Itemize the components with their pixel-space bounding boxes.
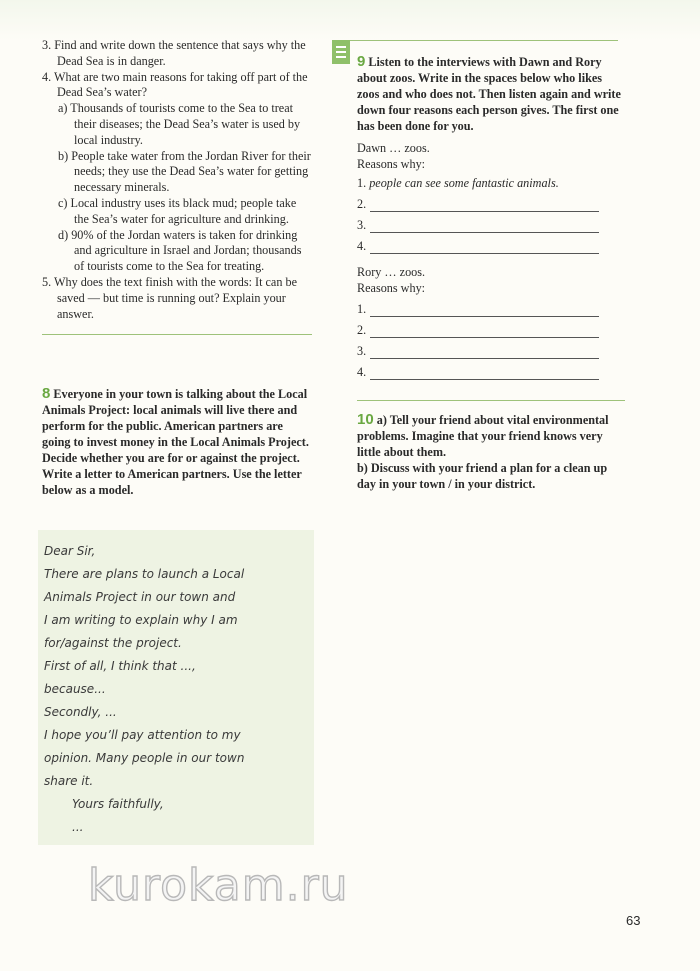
- answer-line[interactable]: 3.: [357, 338, 625, 359]
- letter-line: opinion. Many people in our town: [44, 751, 245, 765]
- exercise-10: [357, 412, 627, 492]
- letter-line: I am writing to explain why I am: [44, 613, 238, 627]
- dawn-line: Dawn … zoos.: [357, 141, 430, 155]
- letter-line: I hope you’ll pay attention to my: [44, 728, 241, 742]
- exercise-9-number: 9: [357, 53, 366, 70]
- letter-line: Secondly, ...: [44, 705, 117, 719]
- top-band: [0, 0, 700, 40]
- reasons-label: Reasons why:: [357, 281, 426, 295]
- option-d: d) 90% of the Jordan waters is taken for drinking and agriculture in Israel and Jordan; thousands of tourists come to the Sea for treating.: [58, 227, 302, 274]
- letter-line: Dear Sir,: [44, 544, 96, 558]
- exercise-10-part-b: b) Discuss with your friend a plan for a clean up day in your town / in your district.: [357, 461, 608, 491]
- watermark: kurokam.ru: [88, 860, 349, 911]
- answer-line[interactable]: 1.: [357, 296, 625, 317]
- answer-line[interactable]: 2.: [357, 317, 625, 338]
- model-letter: [44, 540, 314, 839]
- letter-line: First of all, I think that ...,: [44, 659, 196, 673]
- option-c: c) Local industry uses its black mud; people take the Sea’s water for agriculture and drinking.: [58, 195, 297, 226]
- reasons-label: Reasons why:: [357, 157, 426, 171]
- page-number: 63: [626, 913, 641, 928]
- letter-line: Animals Project in our town and: [44, 590, 236, 604]
- exercise-9: [357, 54, 625, 401]
- answer-number: 1.: [357, 176, 367, 190]
- example-answer: [357, 175, 625, 191]
- rory-line: Rory … zoos.: [357, 265, 426, 279]
- divider: [357, 400, 625, 401]
- right-column: [332, 40, 624, 491]
- option-b: b) People take water from the Jordan River for their needs; they use the Dead Sea’s water for getting necessary minerals.: [58, 148, 311, 195]
- option-a: a) Thousands of tourists come to the Sea to treat their diseases; the Dead Sea’s water is used by local industry.: [58, 101, 301, 147]
- questions-column: [42, 38, 314, 335]
- question-5: 5. Why does the text finish with the words: It can be saved — but time is running out? Explain your answer.: [42, 274, 297, 321]
- answer-line[interactable]: 2.: [357, 191, 625, 212]
- exercise-9-text: Listen to the interviews with Dawn and Rory about zoos. Write in the spaces below who likes zoos and who does not. Then listen again and write down four reasons each person gives. The first one has been done for you.: [357, 55, 621, 133]
- exercise-10-number: 10: [357, 411, 374, 428]
- divider: [350, 40, 618, 41]
- listening-icon: [332, 40, 350, 64]
- letter-line: ...: [72, 820, 84, 834]
- question-4: 4. What are two main reasons for taking off part of the Dead Sea’s water?: [42, 69, 308, 100]
- divider: [42, 334, 312, 335]
- letter-line: share it.: [44, 774, 94, 788]
- answer-line[interactable]: 3.: [357, 212, 625, 233]
- exercise-8-number: 8: [42, 385, 51, 402]
- question-3: 3. Find and write down the sentence that says why the Dead Sea is in danger.: [42, 38, 306, 68]
- letter-line: There are plans to launch a Local: [44, 567, 245, 581]
- example-answer-text: people can see some fantastic animals.: [369, 176, 559, 190]
- letter-line: because...: [44, 682, 106, 696]
- exercise-8: [42, 386, 312, 498]
- answer-line[interactable]: 4.: [357, 233, 625, 254]
- letter-line: for/against the project.: [44, 636, 182, 650]
- letter-line: Yours faithfully,: [72, 797, 164, 811]
- exercise-8-text: Everyone in your town is talking about the Local Animals Project: local animals will live there and perform for the public. American partners are going to invest money in the Local Animals Project. Decide whether you are for or against the project. Write a letter to American partners. Use the letter below as a model.: [42, 387, 309, 497]
- answer-line[interactable]: 4.: [357, 359, 625, 380]
- exercise-10-part-a: a) Tell your friend about vital environmental problems. Imagine that your friend knows very little about them.: [357, 413, 609, 459]
